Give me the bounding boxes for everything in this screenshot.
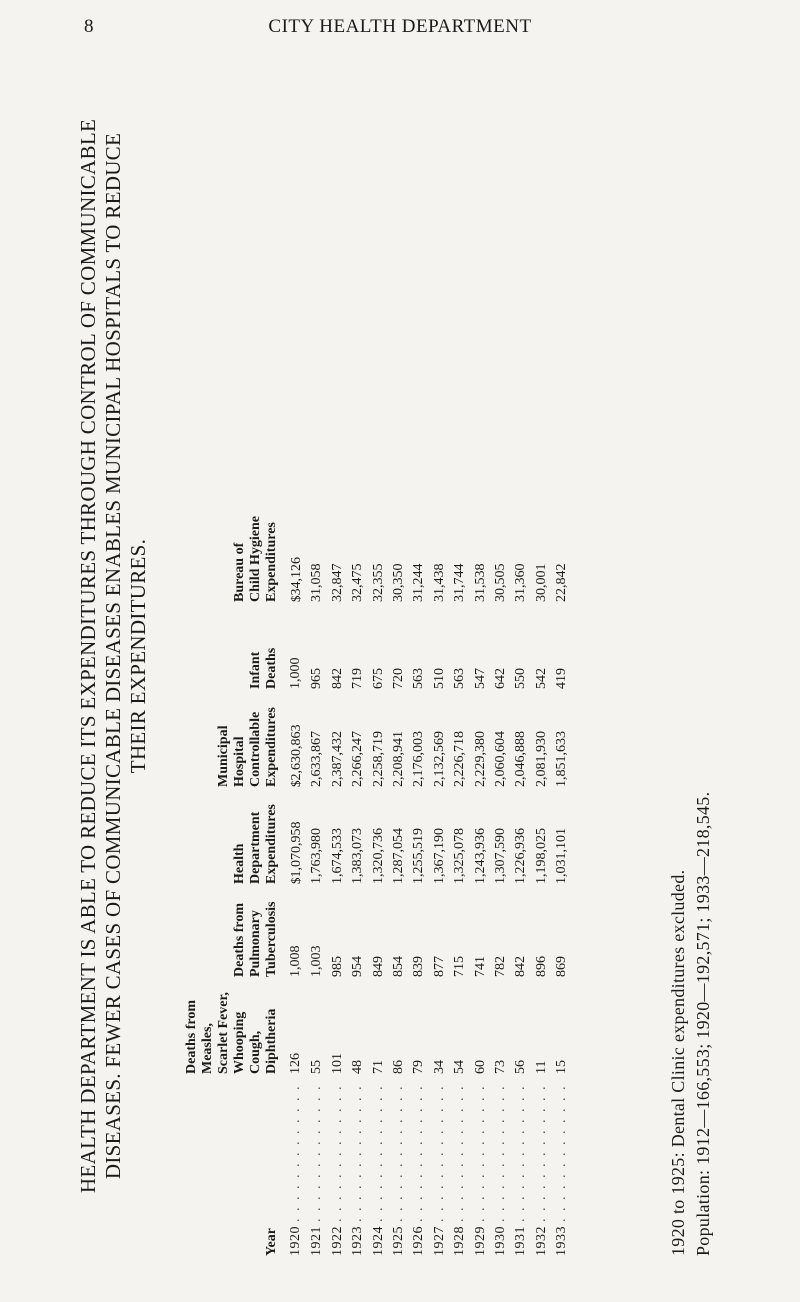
cell-value: 675 bbox=[370, 668, 386, 689]
title-line-2: DISEASES. FEWER CASES OF COMMUNICABLE DISEASES ENABLES MUNICIPAL HOSPITALS TO REDUCE bbox=[101, 132, 125, 1180]
cell-hospital-exp bbox=[511, 689, 531, 787]
cell-child-hygiene-exp bbox=[491, 507, 511, 602]
cell-value: 32,847 bbox=[329, 563, 345, 602]
cell-tuberculosis bbox=[511, 884, 531, 977]
cell-tuberculosis bbox=[450, 884, 470, 977]
cell-infant-deaths bbox=[471, 602, 491, 689]
year-value: 1923 bbox=[350, 1226, 366, 1256]
year-cell bbox=[409, 1074, 429, 1256]
year-value: 1922 bbox=[329, 1226, 345, 1256]
cell-tuberculosis bbox=[307, 884, 327, 977]
column-header bbox=[184, 1074, 286, 1256]
running-head: CITY HEALTH DEPARTMENT bbox=[268, 16, 532, 37]
year-cell bbox=[511, 1074, 531, 1256]
footnotes bbox=[666, 156, 716, 1256]
cell-value: 1,367,190 bbox=[431, 828, 447, 884]
cell-value: 839 bbox=[411, 956, 427, 977]
currency-symbol: $ bbox=[288, 877, 303, 884]
table-row bbox=[511, 507, 531, 1256]
table-title bbox=[76, 56, 150, 1256]
dot-leader: . . . . . . . . . . . . . bbox=[329, 1084, 345, 1222]
cell-value: 1,000 bbox=[288, 657, 303, 689]
table-row bbox=[369, 507, 389, 1256]
cell-child-hygiene-exp bbox=[348, 507, 368, 602]
cell-value: 1,003 bbox=[309, 945, 325, 977]
column-header bbox=[184, 977, 286, 1074]
cell-tuberculosis bbox=[491, 884, 511, 977]
cell-value: 1,320,736 bbox=[370, 828, 386, 884]
column-header bbox=[184, 602, 286, 689]
cell-health-exp bbox=[430, 787, 450, 884]
column-header-line: Deaths from Measles, bbox=[184, 999, 215, 1074]
currency-symbol: $ bbox=[288, 780, 303, 787]
year-cell bbox=[430, 1074, 450, 1256]
year-cell bbox=[471, 1074, 491, 1256]
cell-measles-etc bbox=[552, 977, 572, 1074]
cell-tuberculosis bbox=[389, 884, 409, 977]
cell-value: 715 bbox=[452, 956, 468, 977]
year-value: 1920 bbox=[288, 1226, 303, 1256]
cell-value: 510 bbox=[431, 668, 447, 689]
cell-tuberculosis bbox=[369, 884, 389, 977]
cell-hospital-exp bbox=[369, 689, 389, 787]
cell-value: 896 bbox=[533, 956, 549, 977]
footnote-population: Population: 1912—166,553; 1920—192,571; 1933—218,545. bbox=[693, 791, 713, 1256]
cell-value: 542 bbox=[533, 668, 549, 689]
table-row bbox=[286, 507, 307, 1256]
year-cell bbox=[389, 1074, 409, 1256]
rotated-table-region bbox=[76, 56, 736, 1256]
cell-infant-deaths bbox=[552, 602, 572, 689]
cell-value: 720 bbox=[391, 668, 407, 689]
cell-hospital-exp bbox=[389, 689, 409, 787]
year-cell bbox=[286, 1074, 307, 1256]
table-row bbox=[307, 507, 327, 1256]
cell-value: 2,176,003 bbox=[411, 731, 427, 787]
cell-child-hygiene-exp bbox=[430, 507, 450, 602]
cell-value: 86 bbox=[391, 1060, 407, 1074]
cell-infant-deaths bbox=[491, 602, 511, 689]
table-row bbox=[491, 507, 511, 1256]
cell-infant-deaths bbox=[511, 602, 531, 689]
cell-measles-etc bbox=[450, 977, 470, 1074]
dot-leader: . . . . . . . . . . . . . bbox=[288, 1084, 303, 1222]
cell-value: 2,229,380 bbox=[472, 731, 488, 787]
cell-value: 869 bbox=[554, 956, 570, 977]
cell-health-exp bbox=[471, 787, 491, 884]
table-row bbox=[389, 507, 409, 1256]
column-header-line: Scarlet Fever, bbox=[216, 992, 231, 1074]
table-row bbox=[430, 507, 450, 1256]
year-cell bbox=[328, 1074, 348, 1256]
expenditure-table bbox=[184, 507, 573, 1256]
cell-value: 11 bbox=[533, 1060, 549, 1074]
cell-value: 965 bbox=[309, 668, 325, 689]
cell-measles-etc bbox=[471, 977, 491, 1074]
cell-infant-deaths bbox=[328, 602, 348, 689]
year-cell bbox=[307, 1074, 327, 1256]
cell-value: 2,060,604 bbox=[493, 731, 509, 787]
column-header-line: Year bbox=[264, 1228, 279, 1256]
cell-infant-deaths bbox=[430, 602, 450, 689]
table-body bbox=[286, 507, 573, 1256]
column-header bbox=[184, 507, 286, 602]
cell-child-hygiene-exp bbox=[552, 507, 572, 602]
cell-child-hygiene-exp bbox=[532, 507, 552, 602]
cell-infant-deaths bbox=[389, 602, 409, 689]
cell-value: 1,255,519 bbox=[411, 828, 427, 884]
dot-leader: . . . . . . . . . . . . . bbox=[431, 1084, 447, 1222]
cell-infant-deaths bbox=[450, 602, 470, 689]
column-header-line: Diphtheria bbox=[264, 1008, 279, 1074]
year-value: 1925 bbox=[391, 1226, 407, 1256]
cell-child-hygiene-exp bbox=[389, 507, 409, 602]
cell-child-hygiene-exp bbox=[471, 507, 491, 602]
year-cell bbox=[552, 1074, 572, 1256]
cell-health-exp bbox=[552, 787, 572, 884]
cell-value: 842 bbox=[329, 668, 345, 689]
dot-leader: . . . . . . . . . . . . . bbox=[513, 1084, 529, 1222]
cell-value: 56 bbox=[513, 1060, 529, 1074]
year-value: 1933 bbox=[554, 1226, 570, 1256]
cell-value: 31,538 bbox=[472, 563, 488, 602]
cell-value: 1,307,590 bbox=[493, 828, 509, 884]
cell-measles-etc bbox=[286, 977, 307, 1074]
cell-tuberculosis bbox=[430, 884, 450, 977]
cell-child-hygiene-exp bbox=[511, 507, 531, 602]
cell-infant-deaths bbox=[348, 602, 368, 689]
table-header-row bbox=[184, 507, 286, 1256]
cell-measles-etc bbox=[430, 977, 450, 1074]
table-row bbox=[328, 507, 348, 1256]
cell-value: 849 bbox=[370, 956, 386, 977]
cell-value: 2,081,930 bbox=[533, 731, 549, 787]
cell-health-exp bbox=[409, 787, 429, 884]
column-header-line: Controllable bbox=[248, 711, 263, 787]
year-value: 1931 bbox=[513, 1226, 529, 1256]
cell-measles-etc bbox=[511, 977, 531, 1074]
year-value: 1932 bbox=[533, 1226, 549, 1256]
cell-hospital-exp bbox=[552, 689, 572, 787]
cell-value: 30,505 bbox=[493, 563, 509, 602]
year-value: 1929 bbox=[472, 1226, 488, 1256]
cell-hospital-exp bbox=[409, 689, 429, 787]
cell-value: 31,244 bbox=[411, 563, 427, 602]
cell-value: 79 bbox=[411, 1060, 427, 1074]
cell-value: 30,001 bbox=[533, 563, 549, 602]
year-value: 1928 bbox=[452, 1226, 468, 1256]
cell-health-exp bbox=[369, 787, 389, 884]
cell-value: 719 bbox=[350, 668, 366, 689]
cell-child-hygiene-exp bbox=[369, 507, 389, 602]
cell-value: 563 bbox=[452, 668, 468, 689]
cell-value: 2,226,718 bbox=[452, 731, 468, 787]
cell-health-exp bbox=[491, 787, 511, 884]
cell-tuberculosis bbox=[328, 884, 348, 977]
column-header-line: Pulmonary bbox=[248, 910, 263, 977]
cell-infant-deaths bbox=[369, 602, 389, 689]
cell-infant-deaths bbox=[532, 602, 552, 689]
cell-value: 55 bbox=[309, 1060, 325, 1074]
cell-value: 741 bbox=[472, 956, 488, 977]
title-line-1: HEALTH DEPARTMENT IS ABLE TO REDUCE ITS EXPENDITURES THROUGH CONTROL OF COMMUNICABLE bbox=[76, 118, 100, 1194]
cell-value: 34,126 bbox=[289, 557, 304, 596]
cell-child-hygiene-exp bbox=[286, 507, 307, 602]
column-header-line: Expenditures bbox=[264, 804, 279, 884]
column-header-line: Whooping Cough, bbox=[232, 1011, 263, 1074]
cell-value: 550 bbox=[513, 668, 529, 689]
cell-value: 1,674,533 bbox=[329, 828, 345, 884]
cell-tuberculosis bbox=[286, 884, 307, 977]
column-header-line: Hospital bbox=[232, 736, 247, 787]
column-header-line: Tuberculosis bbox=[264, 901, 279, 977]
cell-value: 22,842 bbox=[554, 563, 570, 602]
page-header bbox=[0, 0, 800, 44]
cell-hospital-exp bbox=[307, 689, 327, 787]
cell-value: 31,438 bbox=[431, 563, 447, 602]
cell-value: 31,360 bbox=[513, 563, 529, 602]
column-header-line: Department bbox=[248, 811, 263, 884]
column-header-line: Bureau of bbox=[232, 542, 247, 602]
cell-value: 1,198,025 bbox=[533, 828, 549, 884]
cell-tuberculosis bbox=[409, 884, 429, 977]
cell-value: 2,208,941 bbox=[391, 731, 407, 787]
cell-value: 2,258,719 bbox=[370, 731, 386, 787]
cell-value: 2,387,432 bbox=[329, 731, 345, 787]
column-header-line: Municipal bbox=[216, 725, 231, 787]
cell-value: 2,046,888 bbox=[513, 731, 529, 787]
table-row bbox=[471, 507, 491, 1256]
cell-tuberculosis bbox=[471, 884, 491, 977]
cell-value: 642 bbox=[493, 668, 509, 689]
cell-health-exp bbox=[348, 787, 368, 884]
cell-hospital-exp bbox=[491, 689, 511, 787]
cell-value: 54 bbox=[452, 1060, 468, 1074]
cell-infant-deaths bbox=[307, 602, 327, 689]
column-header bbox=[184, 787, 286, 884]
cell-health-exp bbox=[511, 787, 531, 884]
cell-value: 34 bbox=[431, 1060, 447, 1074]
dot-leader: . . . . . . . . . . . . . bbox=[493, 1084, 509, 1222]
page-number: 8 bbox=[84, 16, 94, 37]
cell-value: 854 bbox=[391, 956, 407, 977]
cell-child-hygiene-exp bbox=[328, 507, 348, 602]
dot-leader: . . . . . . . . . . . . . bbox=[452, 1084, 468, 1222]
table-row bbox=[409, 507, 429, 1256]
cell-measles-etc bbox=[491, 977, 511, 1074]
cell-value: 1,226,936 bbox=[513, 828, 529, 884]
cell-value: 31,058 bbox=[309, 563, 325, 602]
cell-hospital-exp bbox=[450, 689, 470, 787]
cell-value: 32,355 bbox=[370, 563, 386, 602]
cell-value: 2,132,569 bbox=[431, 731, 447, 787]
cell-value: 782 bbox=[493, 956, 509, 977]
year-value: 1926 bbox=[411, 1226, 427, 1256]
column-header-line: Infant bbox=[248, 651, 263, 689]
dot-leader: . . . . . . . . . . . . . bbox=[309, 1084, 325, 1222]
cell-measles-etc bbox=[409, 977, 429, 1074]
cell-hospital-exp bbox=[532, 689, 552, 787]
cell-value: 73 bbox=[493, 1060, 509, 1074]
column-header-line: Expenditures bbox=[264, 522, 279, 602]
cell-value: 985 bbox=[329, 956, 345, 977]
table-row bbox=[348, 507, 368, 1256]
cell-value: 60 bbox=[472, 1060, 488, 1074]
year-cell bbox=[491, 1074, 511, 1256]
cell-value: 32,475 bbox=[350, 563, 366, 602]
column-header-line: Child Hygiene bbox=[248, 516, 263, 602]
dot-leader: . . . . . . . . . . . . . bbox=[370, 1084, 386, 1222]
cell-hospital-exp bbox=[348, 689, 368, 787]
year-value: 1927 bbox=[431, 1226, 447, 1256]
table-row bbox=[532, 507, 552, 1256]
cell-health-exp bbox=[532, 787, 552, 884]
cell-value: 1,325,078 bbox=[452, 828, 468, 884]
cell-health-exp bbox=[450, 787, 470, 884]
column-header-line: Expenditures bbox=[264, 707, 279, 787]
column-header-line: Deaths bbox=[264, 647, 279, 689]
year-cell bbox=[369, 1074, 389, 1256]
table-row bbox=[450, 507, 470, 1256]
cell-child-hygiene-exp bbox=[307, 507, 327, 602]
cell-value: 1,243,936 bbox=[472, 828, 488, 884]
cell-value: 877 bbox=[431, 956, 447, 977]
cell-child-hygiene-exp bbox=[409, 507, 429, 602]
cell-value: 1,070,958 bbox=[289, 821, 304, 878]
cell-value: 48 bbox=[350, 1060, 366, 1074]
dot-leader: . . . . . . . . . . . . . bbox=[533, 1084, 549, 1222]
cell-hospital-exp bbox=[286, 689, 307, 787]
year-value: 1930 bbox=[493, 1226, 509, 1256]
cell-tuberculosis bbox=[552, 884, 572, 977]
cell-measles-etc bbox=[389, 977, 409, 1074]
year-cell bbox=[532, 1074, 552, 1256]
cell-value: 954 bbox=[350, 956, 366, 977]
cell-infant-deaths bbox=[409, 602, 429, 689]
cell-measles-etc bbox=[348, 977, 368, 1074]
cell-hospital-exp bbox=[471, 689, 491, 787]
cell-value: 547 bbox=[472, 668, 488, 689]
dot-leader: . . . . . . . . . . . . . bbox=[350, 1084, 366, 1222]
cell-health-exp bbox=[307, 787, 327, 884]
cell-health-exp bbox=[389, 787, 409, 884]
footnote-dental: 1920 to 1925: Dental Clinic expenditures excluded. bbox=[668, 869, 688, 1256]
title-line-3: THEIR EXPENDITURES. bbox=[126, 538, 150, 774]
cell-hospital-exp bbox=[328, 689, 348, 787]
table-row bbox=[552, 507, 572, 1256]
cell-health-exp bbox=[328, 787, 348, 884]
cell-tuberculosis bbox=[532, 884, 552, 977]
cell-value: 30,350 bbox=[391, 563, 407, 602]
cell-value: 563 bbox=[411, 668, 427, 689]
cell-value: 2,266,247 bbox=[350, 731, 366, 787]
cell-health-exp bbox=[286, 787, 307, 884]
year-cell bbox=[348, 1074, 368, 1256]
year-value: 1924 bbox=[370, 1226, 386, 1256]
cell-value: 1,008 bbox=[288, 945, 303, 977]
dot-leader: . . . . . . . . . . . . . bbox=[411, 1084, 427, 1222]
cell-value: 842 bbox=[513, 956, 529, 977]
cell-measles-etc bbox=[328, 977, 348, 1074]
cell-value: 1,763,980 bbox=[309, 828, 325, 884]
column-header bbox=[184, 884, 286, 977]
column-header-line: Health bbox=[232, 843, 247, 884]
cell-value: 101 bbox=[329, 1053, 345, 1074]
column-header-line: Deaths from bbox=[232, 902, 247, 977]
cell-measles-etc bbox=[369, 977, 389, 1074]
cell-value: 15 bbox=[554, 1060, 570, 1074]
cell-value: 1,383,073 bbox=[350, 828, 366, 884]
dot-leader: . . . . . . . . . . . . . bbox=[554, 1084, 570, 1222]
cell-hospital-exp bbox=[430, 689, 450, 787]
year-value: 1921 bbox=[309, 1226, 325, 1256]
cell-value: 71 bbox=[370, 1060, 386, 1074]
cell-value: 419 bbox=[554, 668, 570, 689]
cell-measles-etc bbox=[532, 977, 552, 1074]
cell-tuberculosis bbox=[348, 884, 368, 977]
cell-value: 31,744 bbox=[452, 563, 468, 602]
cell-value: 1,287,054 bbox=[391, 828, 407, 884]
year-cell bbox=[450, 1074, 470, 1256]
cell-value: 2,633,867 bbox=[309, 731, 325, 787]
dot-leader: . . . . . . . . . . . . . bbox=[391, 1084, 407, 1222]
cell-infant-deaths bbox=[286, 602, 307, 689]
cell-value: 2,630,863 bbox=[289, 724, 304, 781]
cell-value: 1,031,101 bbox=[554, 828, 570, 884]
cell-child-hygiene-exp bbox=[450, 507, 470, 602]
column-header bbox=[184, 689, 286, 787]
dot-leader: . . . . . . . . . . . . . bbox=[472, 1084, 488, 1222]
cell-measles-etc bbox=[307, 977, 327, 1074]
cell-value: 126 bbox=[288, 1053, 303, 1074]
cell-value: 1,851,633 bbox=[554, 731, 570, 787]
currency-symbol: $ bbox=[288, 595, 303, 602]
